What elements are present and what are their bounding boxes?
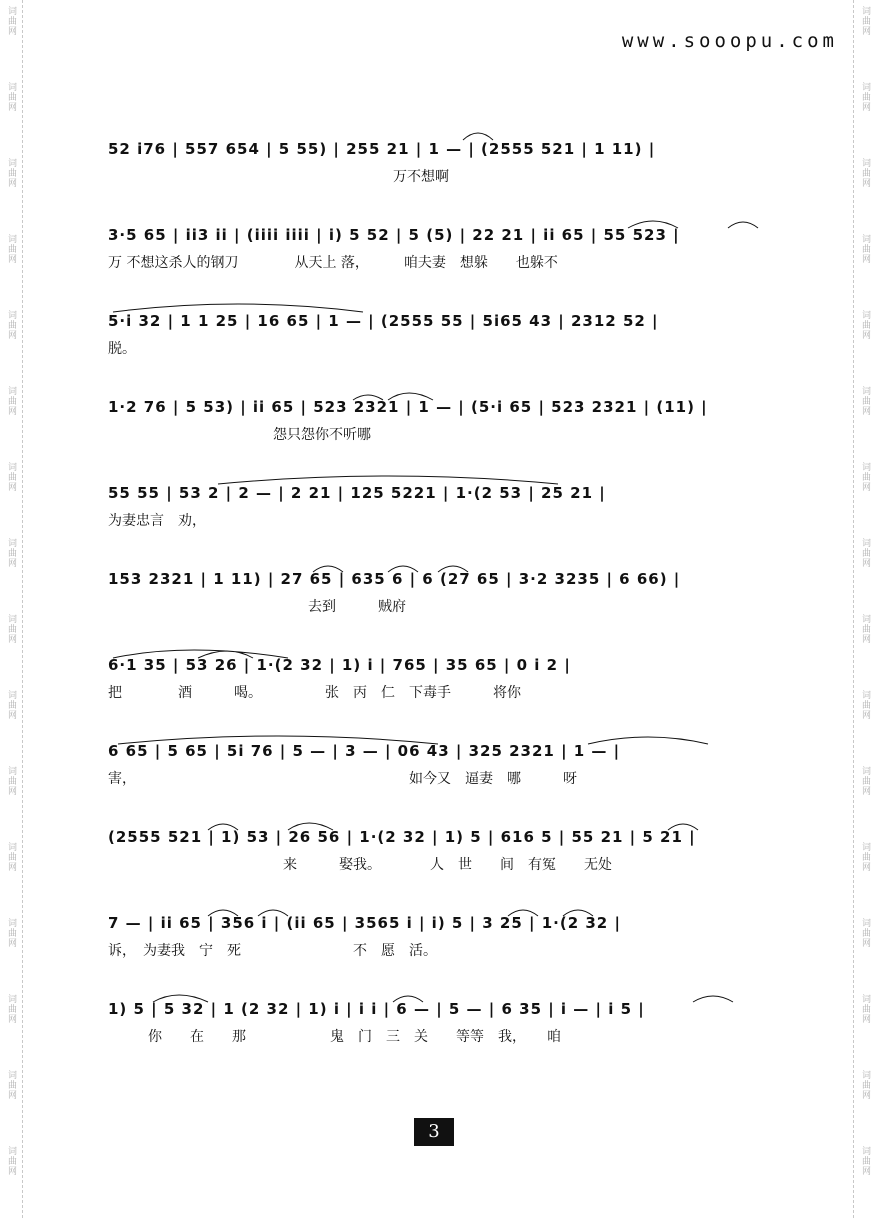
side-watermark: 词曲网 [6,690,16,720]
jianpu-notes: 153 2321 | 1 11) | 27 65 | 635 6 | 6 (27 65 | 3·2 3235 | 6 66) | [108,570,681,588]
side-watermark: 词曲网 [860,386,870,416]
score-row [108,904,778,990]
jianpu-notes: (2555 521 | 1) 53 | 26 56 | 1·(2 32 | 1) 5 | 616 5 | 55 21 | 5 21 | [108,828,696,846]
lyrics-line: 万 不想这杀人的钢刀 从天上 落， 咱夫妻 想躲 也躲不 [108,255,558,271]
score-row [108,302,778,388]
lyrics-line: 把 酒 喝。 张 丙 仁 下毒手 将你 [108,685,521,701]
score-row [108,388,778,474]
jianpu-notes: 6·1 35 | 53 26 | 1·(2 32 | 1) i | 765 | 35 65 | 0 i 2 | [108,656,571,674]
score-row [108,560,778,646]
side-watermark: 词曲网 [860,462,870,492]
lyrics-line: 诉， 为妻我 宁 死 不 愿 活。 [108,943,437,959]
jianpu-notes: 5·i 32 | 1 1 25 | 16 65 | 1 — | (2555 55 | 5i65 43 | 2312 52 | [108,312,659,330]
side-watermark: 词曲网 [860,82,870,112]
side-watermark: 词曲网 [6,918,16,948]
side-watermark: 词曲网 [860,1146,870,1176]
site-url: www.sooopu.com [621,30,838,52]
side-watermark: 词曲网 [6,842,16,872]
side-watermark: 词曲网 [6,766,16,796]
lyrics-line: 害， 如今又 逼妻 哪 呀 [108,771,577,787]
side-watermark: 词曲网 [860,158,870,188]
lyrics-line: 万不想啊 [393,169,449,185]
left-watermark-strip [0,0,23,1218]
side-watermark: 词曲网 [860,842,870,872]
score-row [108,216,778,302]
side-watermark: 词曲网 [6,82,16,112]
side-watermark: 词曲网 [860,766,870,796]
jianpu-notes: 7 — | ii 65 | 356 i | (ii 65 | 3565 i | i) 5 | 3 25 | 1·(2 32 | [108,914,621,932]
lyrics-line: 为妻忠言 劝， [108,513,206,529]
side-watermark: 词曲网 [6,158,16,188]
lyrics-line: 你 在 那 鬼 门 三 关 等等 我， 咱 [148,1029,561,1045]
side-watermark: 词曲网 [6,538,16,568]
score-row [108,732,778,818]
music-score [108,130,778,1076]
side-watermark: 词曲网 [860,234,870,264]
score-row [108,990,778,1076]
score-row [108,474,778,560]
side-watermark: 词曲网 [6,1070,16,1100]
side-watermark: 词曲网 [860,994,870,1024]
jianpu-notes: 3·5 65 | ii3 ii | (iiii iiii | i) 5 52 | 5 (5) | 22 21 | ii 65 | 55 523 | [108,226,680,244]
side-watermark: 词曲网 [6,234,16,264]
side-watermark: 词曲网 [860,690,870,720]
score-row [108,130,778,216]
side-watermark: 词曲网 [860,1070,870,1100]
jianpu-notes: 52 i76 | 557 654 | 5 55) | 255 21 | 1 — | (2555 521 | 1 11) | [108,140,656,158]
lyrics-line: 脱。 [108,341,136,357]
jianpu-notes: 1·2 76 | 5 53) | ii 65 | 523 2321 | 1 — | (5·i 65 | 523 2321 | (11) | [108,398,708,416]
side-watermark: 词曲网 [6,994,16,1024]
lyrics-line: 去到 贼府 [308,599,406,615]
side-watermark: 词曲网 [6,462,16,492]
side-watermark: 词曲网 [860,614,870,644]
jianpu-notes: 1) 5 | 5 32 | 1 (2 32 | 1) i | i i | 6 — | 5 — | 6 35 | i — | i 5 | [108,1000,645,1018]
lyrics-line: 怨只怨你不听哪 [273,427,371,443]
side-watermark: 词曲网 [860,538,870,568]
side-watermark: 词曲网 [860,310,870,340]
side-watermark: 词曲网 [860,918,870,948]
side-watermark: 词曲网 [860,6,870,36]
jianpu-notes: 6 65 | 5 65 | 5i 76 | 5 — | 3 — | 06 43 | 325 2321 | 1 — | [108,742,621,760]
score-row [108,646,778,732]
page-number: 3 [414,1118,454,1146]
score-row [108,818,778,904]
side-watermark: 词曲网 [6,386,16,416]
side-watermark: 词曲网 [6,1146,16,1176]
jianpu-notes: 55 55 | 53 2 | 2 — | 2 21 | 125 5221 | 1·(2 53 | 25 21 | [108,484,606,502]
side-watermark: 词曲网 [6,6,16,36]
side-watermark: 词曲网 [6,614,16,644]
side-watermark: 词曲网 [6,310,16,340]
lyrics-line: 来 娶我。 人 世 间 有冤 无处 [283,857,612,873]
